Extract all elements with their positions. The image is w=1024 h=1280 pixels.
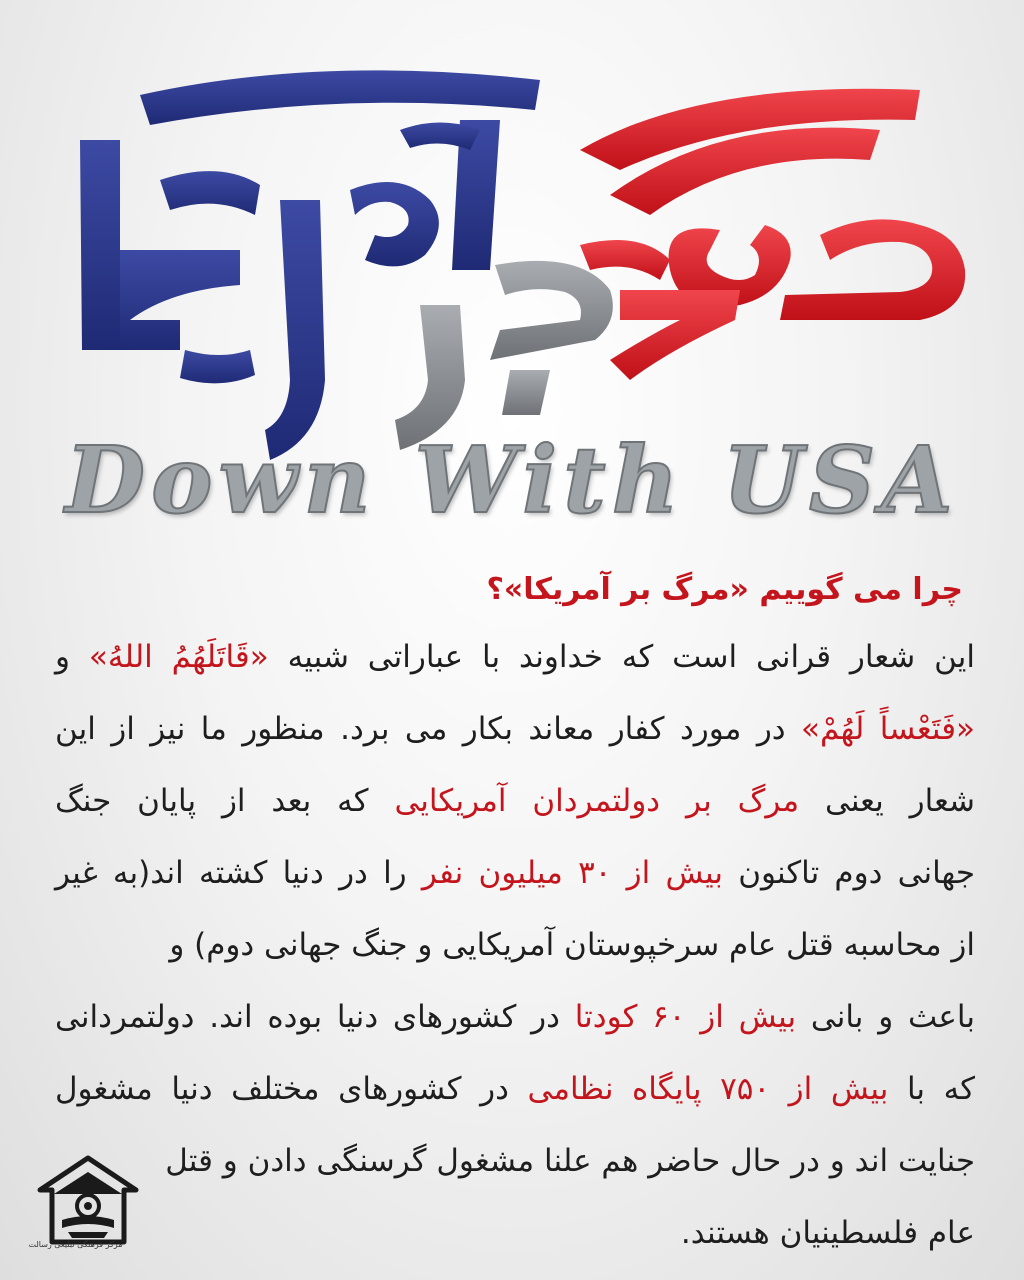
article-line	[55, 621, 975, 693]
highlighted-phrase: بیش از ۷۵۰ پایگاه نظامی	[527, 1071, 889, 1107]
org-emblem-icon	[28, 1150, 148, 1270]
org-logo	[28, 1150, 148, 1270]
word-marg-red	[580, 89, 965, 380]
org-logo-caption: مرکز فرهنگی تبلیغی رسالت	[28, 1240, 123, 1249]
article-body	[55, 621, 975, 1269]
text-run: در کشورهای مختلف دنیا مشغول	[55, 1071, 528, 1107]
text-run: که با	[888, 1071, 976, 1107]
text-run: شعار یعنی	[799, 783, 975, 819]
text-run: این شعار قرانی است که خداوند با عباراتی شبیه	[268, 639, 975, 675]
article-line	[55, 837, 975, 909]
text-run: عام فلسطینیان هستند.	[680, 1215, 975, 1251]
highlighted-phrase: مرگ بر دولتمردان آمریکایی	[394, 783, 800, 819]
word-amrika-blue	[80, 70, 540, 460]
text-run: جنایت اند و در حال حاضر هم علنا مشغول گرسنگی دادن و قتل	[165, 1143, 975, 1179]
article	[55, 565, 975, 1269]
highlighted-phrase: بیش از ۳۰ میلیون نفر	[421, 855, 723, 891]
article-line	[55, 909, 975, 981]
highlighted-phrase: «قَاتَلَهُمُ اللهُ»	[88, 639, 269, 675]
text-run: که بعد از پایان جنگ	[55, 783, 395, 819]
article-line	[55, 1197, 975, 1269]
text-run: و	[55, 639, 89, 675]
article-line	[55, 693, 975, 765]
text-run: جهانی دوم تاکنون	[723, 855, 975, 891]
article-line	[55, 981, 975, 1053]
text-run: باعث و بانی	[796, 999, 975, 1035]
word-bar-gray	[395, 261, 613, 450]
english-slogan: Down With USA	[65, 426, 959, 534]
text-run: در مورد کفار معاند بکار می برد. منظور ما نیز از این	[55, 711, 802, 747]
text-run: را در دنیا کشته اند(به غیر	[55, 855, 422, 891]
article-heading: چرا می گوییم «مرگ بر آمریکا»؟	[486, 572, 963, 607]
text-run: از محاسبه قتل عام سرخپوستان آمریکایی و جنگ جهانی دوم) و	[169, 927, 975, 963]
article-line	[55, 765, 975, 837]
article-line	[55, 1053, 975, 1125]
highlighted-phrase: بیش از ۶۰ کودتا	[574, 999, 797, 1035]
article-line	[55, 1125, 975, 1197]
highlighted-phrase: «فَتَعْساً لَهُمْ»	[801, 711, 976, 747]
text-run: در کشورهای دنیا بوده اند. دولتمردانی	[55, 999, 575, 1035]
